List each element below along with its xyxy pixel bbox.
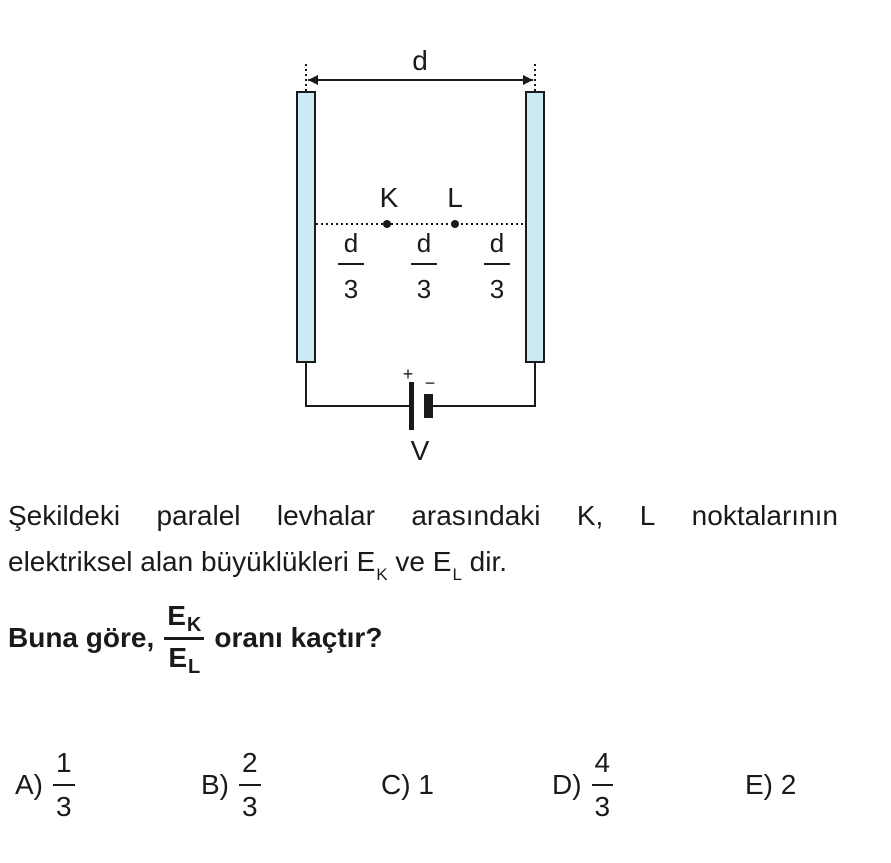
question-word: paralel [156,500,241,531]
choice-a[interactable] [15,740,85,830]
question-word: noktalarının [691,500,838,531]
choice-d[interactable] [552,740,623,830]
choice-c-label: C) [381,769,411,800]
battery-plus-sign: + [402,364,414,384]
choice-b-denominator: 3 [242,791,258,822]
left-plate [297,92,315,362]
subscript-l: L [452,565,462,584]
choice-b[interactable] [201,740,271,830]
ratio-numerator [164,600,204,635]
ratio-denominator-base: E [168,641,188,673]
choice-c-value: 1 [418,769,434,800]
choice-d-fraction-bar [592,784,614,786]
ratio-fraction-bar [164,637,204,640]
ratio-numerator-base: E [167,599,186,631]
question-word: arasındaki [411,500,541,531]
choice-e[interactable] [745,740,796,830]
choice-b-numerator: 2 [242,747,258,778]
question-word: K, [576,500,604,531]
choice-d-fraction [592,744,614,826]
question-word: Şekildeki [8,500,121,531]
segment-3-denominator: 3 [489,274,505,304]
question-line-2-part-1: elektriksel alan büyüklükleri E [8,546,376,577]
battery-positive-plate [409,382,414,430]
question-text [8,493,838,589]
point-k [383,220,391,228]
segment-1-denominator: 3 [343,274,359,304]
battery-minus-sign: − [424,373,436,393]
segment-3-numerator: d [489,228,505,258]
choice-a-fraction-bar [53,784,75,786]
circuit-wire-right [430,362,535,406]
ratio-numerator-subscript: K [186,613,202,636]
prompt-prefix: Buna göre, [8,622,155,653]
choice-b-fraction [239,744,261,826]
battery-voltage-label: V [410,435,430,466]
question-line-2-part-3: dir. [461,546,508,577]
choice-a-label: A) [15,769,43,800]
choice-d-label: D) [552,769,582,800]
choice-e-label: E) [745,769,773,800]
choice-a-denominator: 3 [56,791,72,822]
point-k-label: K [379,182,399,213]
question-word: levhalar [276,500,375,531]
distance-label: d [412,45,428,76]
segment-2-denominator: 3 [416,274,432,304]
choice-d-denominator: 3 [594,791,611,822]
ratio-denominator-subscript: L [188,655,201,678]
choice-d-numerator: 4 [594,747,611,778]
segment-1-numerator: d [343,228,359,258]
question-line-2-part-2: ve E [387,546,452,577]
choice-b-fraction-bar [239,784,261,786]
question-line-1 [8,493,838,539]
ratio-denominator [165,642,203,677]
subscript-k: K [376,565,388,584]
point-l [451,220,459,228]
question-line-2 [8,539,838,589]
choice-c[interactable] [381,740,434,830]
prompt-suffix: oranı kaçtır? [214,622,383,653]
question-prompt [8,596,382,680]
ratio-fraction [164,600,204,677]
choice-a-fraction [53,744,75,826]
right-plate [526,92,544,362]
point-l-label: L [447,182,463,213]
answer-choices [15,740,835,830]
circuit-wire-left [306,362,410,406]
question-word: L [639,500,656,531]
choice-b-label: B) [201,769,229,800]
choice-e-value: 2 [780,769,797,800]
segment-2-numerator: d [416,228,432,258]
choice-a-numerator: 1 [56,747,72,778]
battery-negative-plate [424,394,433,418]
